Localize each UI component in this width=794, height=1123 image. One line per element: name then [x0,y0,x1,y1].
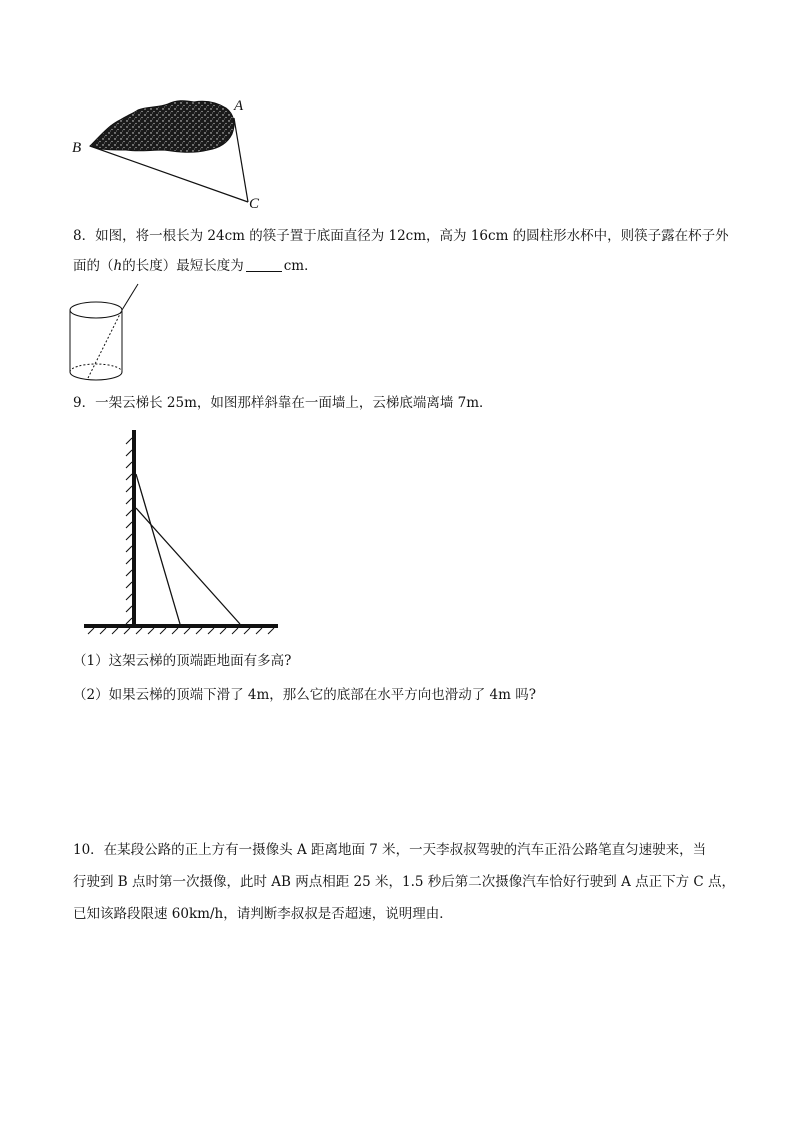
q9-sub1: （1）这架云梯的顶端距地面有多高? [73,653,292,669]
q9-line [73,392,753,414]
ladder-wall-figure [80,426,290,636]
q10-line3: 已知该路段限速 60km/h，请判断李叔叔是否超速，说明理由． [73,906,453,922]
point-a-label: A [234,98,244,114]
cup-top-rim [70,302,122,318]
wall-hatching [126,438,132,624]
ladder-slid [136,508,240,624]
cylinder-cup-figure [66,280,146,384]
point-c-label: C [249,196,260,212]
segment-bc [90,146,248,202]
point-b-label: B [72,140,82,156]
q10-line2: 行驶到 B 点时第一次摄像，此时 AB 两点相距 25 米，1.5 秒后第二次摄像汽车恰好行驶到 A 点正下方 C 点， [73,874,736,890]
q10-line1: 10．在某段公路的正上方有一摄像头 A 距离地面 7 米，一天李叔叔驾驶的汽车正沿公路笔直匀速驶来，当 [73,842,707,858]
q9-text: 一架云梯长 25m，如图那样斜靠在一面墙上，云梯底端离墙 7m． [95,395,493,411]
rock-shape [90,101,234,153]
wall [132,430,136,628]
q8-number: 8． [73,228,96,244]
q8-line1 [73,225,753,247]
rock-triangle-figure [60,90,280,220]
q9-sub2: （2）如果云梯的顶端下滑了 4m，那么它的底部在水平方向也滑动了 4m 吗? [73,687,536,703]
cup-bottom-front [70,372,122,380]
cup-bottom-back [70,364,122,372]
ground [84,624,278,628]
segment-ac [234,118,248,202]
chopstick-inside [88,310,122,378]
q8-text-line1: 如图，将一根长为 24cm 的筷子置于底面直径为 12cm，高为 16cm 的圆柱形水杯中，则筷子露在杯子外 [95,228,729,244]
h-variable: h [113,258,123,274]
q8-line2: 面的（h的长度）最短长度为 cm． [73,258,318,274]
chopstick-outside [122,284,138,310]
ground-hatching [88,628,274,634]
q9-number: 9． [73,395,96,411]
answer-blank[interactable] [246,257,282,272]
